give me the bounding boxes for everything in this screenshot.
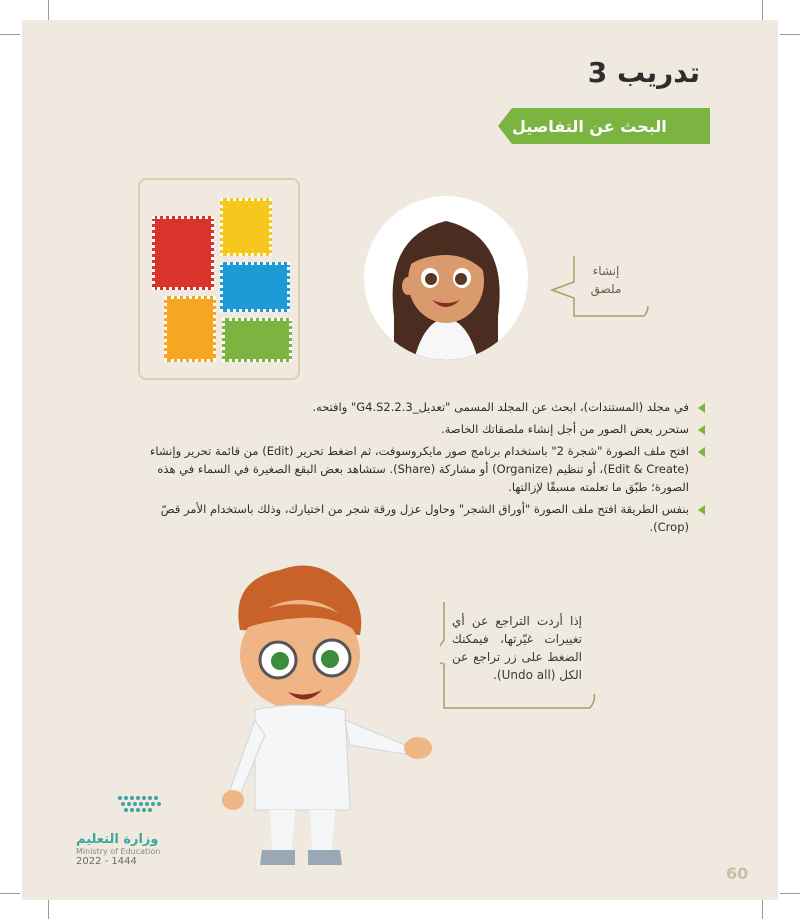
list-item: افتح ملف الصورة "شجرة 2" باستخدام برنامج صور مايكروسوفت، ثم اضغط تحرير (Edit) من قائمة تحرير وإنشاء (Edit & Create)، أو تنظيم (Organize) أو مشاركة (Share). ستشاهد بعض البقع الصغيرة في السماء في هذه الصورة؛ طبّق ما تعلمته مسبقًا لإزالتها. (145, 442, 705, 496)
boy-character (200, 560, 440, 880)
crop-mark (48, 0, 49, 20)
callout-line-2: ملصق (590, 282, 622, 296)
crop-mark (48, 900, 49, 919)
list-item: في مجلد (المستندات)، ابحث عن المجلد المسمى "تعديل_G4.S2.2.3" وافتحه. (145, 398, 705, 416)
crop-mark (780, 34, 800, 35)
crop-mark (0, 893, 20, 894)
page-title: تدريب 3 (587, 56, 700, 89)
yellow-tile (220, 198, 272, 256)
edition-year: 2022 - 1444 (76, 856, 137, 867)
instruction-list (145, 398, 705, 540)
sticker-illustration (138, 178, 300, 380)
blue-tile (220, 262, 290, 312)
create-sticker-callout (584, 262, 628, 298)
crop-mark (780, 893, 800, 894)
green-tile (222, 318, 292, 362)
callout-line-1: إنشاء (592, 264, 620, 278)
ministry-name-ar: وزارة التعليم (76, 832, 159, 847)
red-tile (152, 216, 214, 290)
girl-avatar (364, 196, 528, 360)
section-banner-label: البحث عن التفاصيل (512, 116, 667, 136)
undo-tip-text: إذا أردت التراجع عن أي تغييرات غيّرتها، فيمكنك الضغط على زر تراجع عن الكل (Undo all). (452, 614, 582, 682)
section-banner (512, 108, 710, 144)
orange-tile (164, 296, 216, 362)
page-number: 60 (726, 864, 749, 883)
ministry-logo (76, 790, 176, 880)
crop-mark (762, 900, 763, 919)
list-item: ستحرر بعض الصور من أجل إنشاء ملصقاتك الخاصة. (145, 420, 705, 438)
list-item: بنفس الطريقة افتح ملف الصورة "أوراق الشجر" وحاول عزل ورقة شجر من اختيارك، وذلك باستخدام الأمر قصّ (Crop). (145, 500, 705, 536)
ministry-emblem-icon (76, 790, 176, 822)
crop-mark (0, 34, 20, 35)
ministry-name-en: Ministry of Education (76, 847, 161, 856)
crop-mark (762, 0, 763, 20)
